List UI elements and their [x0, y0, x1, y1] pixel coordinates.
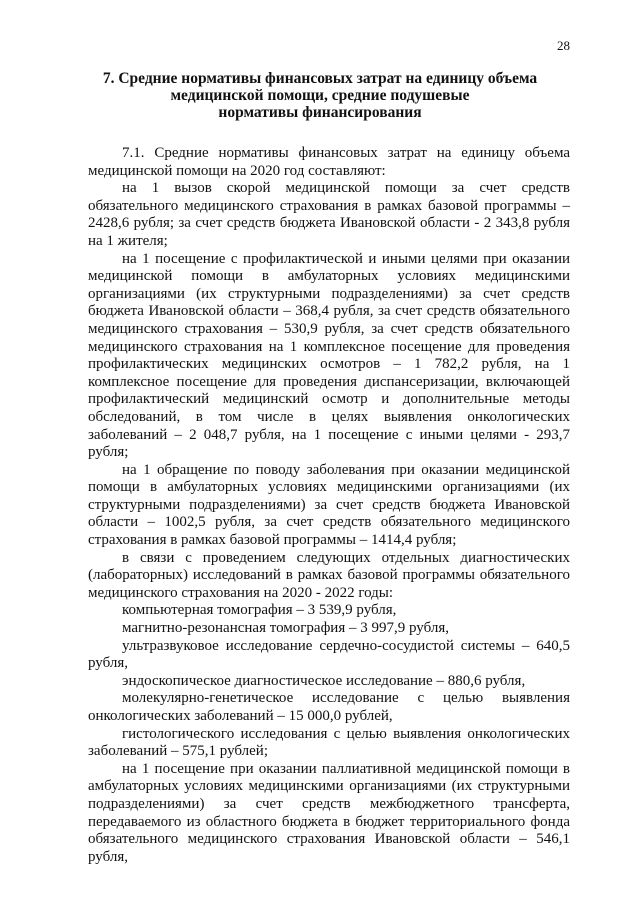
document-body: [88, 145, 570, 866]
paragraph-disease-appeal: на 1 обращение по поводу заболевания при оказании медицинской помощи в амбулаторных условиях медицинскими организациями (их структурными подразделениями) за счет средств бюджета Ивановской области – 1002,5 рубля, за счет средств обязательного медицинского страхования в рамках базовой программы – 1414,4 рубля;: [88, 461, 570, 549]
heading-line-1: 7. Средние нормативы финансовых затрат на единицу объема: [102, 70, 538, 87]
section-heading: [80, 70, 560, 121]
page-number: 28: [557, 38, 570, 53]
paragraph-diagnostic-studies: в связи с проведением следующих отдельных диагностических (лабораторных) исследований в рамках базовой программы обязательного медицинского страхования на 2020 - 2022 годы:: [88, 549, 570, 601]
paragraph-endoscopy: эндоскопическое диагностическое исследование – 880,6 рубля,: [122, 672, 526, 689]
paragraph-ambulance-call: на 1 вызов скорой медицинской помощи за счет средств обязательного медицинского страхования в рамках базовой программы – 2428,6 рубля; за счет средств бюджета Ивановской области - 2 343,8 рубля на 1 жителя;: [88, 180, 570, 249]
heading-line-2: медицинской помощи, средние подушевые: [170, 87, 470, 104]
paragraph-palliative-visit: на 1 посещение при оказании паллиативной медицинской помощи в амбулаторных условиях медицинскими организациями (их структурными подразделениями) за счет средств межбюджетного трансферта, передаваемого из областного бюджета в бюджет территориального фонда обязательного медицинского страхования Ивановской области – 546,1 рубля,: [88, 760, 570, 865]
paragraph-preventive-visit: на 1 посещение с профилактической и иными целями при оказании медицинской помощи в амбулаторных условиях медицинскими организациями (их структурными подразделениями) за счет средств бюджета Ивановской области – 368,4 рубля, за счет средств обязательного медицинского страхования – 530,9 рубля, за счет средств обязательного медицинского страхования на 1 комплексное посещение для проведения профилактических медицинских осмотров – 1 782,2 рубля, на 1 комплексное посещение для проведения диспансеризации, включающей профилактический медицинский осмотр и дополнительные методы обследований, в том числе в целях выявления онкологических заболеваний – 2 048,7 рубля, на 1 посещение с иными целями - 293,7 рубля;: [88, 250, 570, 461]
paragraph-intro: 7.1. Средние нормативы финансовых затрат на единицу объема медицинской помощи на 2020 год составляют:: [88, 145, 570, 179]
heading-line-3: нормативы финансирования: [218, 104, 422, 121]
paragraph-molecular-genetic: молекулярно-генетическое исследование с целью выявления онкологических заболеваний – 15 000,0 рублей,: [88, 690, 570, 724]
paragraph-ct: компьютерная томография – 3 539,9 рубля,: [122, 602, 397, 619]
paragraph-mri: магнитно-резонансная томография – 3 997,9 рубля,: [122, 620, 449, 637]
paragraph-histology: гистологического исследования с целью выявления онкологических заболеваний – 575,1 рублей;: [88, 725, 570, 760]
paragraph-ultrasound: ультразвуковое исследование сердечно-сосудистой системы – 640,5 рубля,: [88, 637, 570, 672]
